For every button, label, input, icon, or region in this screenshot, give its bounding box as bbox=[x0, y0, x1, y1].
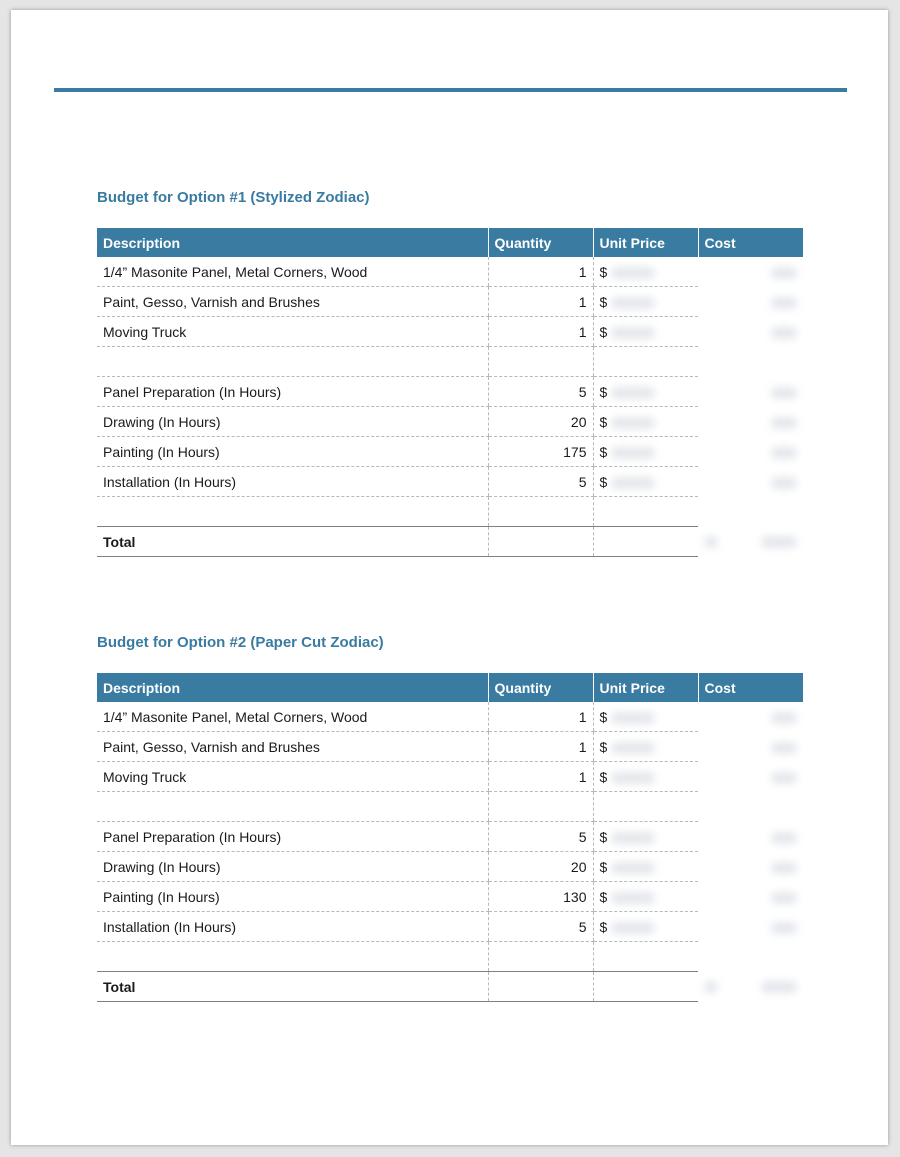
row-unit-price bbox=[593, 852, 698, 882]
row-quantity: 5 bbox=[488, 377, 593, 407]
total-cost bbox=[698, 527, 803, 557]
total-label: Total bbox=[97, 527, 488, 557]
row-unit-price bbox=[593, 437, 698, 467]
row-cost bbox=[698, 942, 803, 972]
row-description: Moving Truck bbox=[97, 762, 488, 792]
column-header-quantity: Quantity bbox=[488, 228, 593, 257]
table-row bbox=[97, 822, 803, 852]
column-header-cost: Cost bbox=[698, 228, 803, 257]
row-description: Drawing (In Hours) bbox=[97, 852, 488, 882]
table-row bbox=[97, 317, 803, 347]
row-quantity: 1 bbox=[488, 257, 593, 287]
currency-symbol: $ bbox=[599, 413, 608, 430]
redacted-total-symbol bbox=[704, 536, 718, 548]
table-header-row bbox=[97, 228, 803, 257]
row-quantity: 1 bbox=[488, 732, 593, 762]
row-quantity bbox=[488, 347, 593, 377]
table-total-row bbox=[97, 527, 803, 557]
redacted-cost-wrap bbox=[704, 474, 797, 490]
redacted-cost bbox=[771, 772, 797, 784]
row-description: 1/4” Masonite Panel, Metal Corners, Wood bbox=[97, 257, 488, 287]
row-unit-price bbox=[593, 287, 698, 317]
table-row bbox=[97, 437, 803, 467]
row-cost bbox=[698, 377, 803, 407]
redacted-cost-wrap bbox=[704, 919, 797, 935]
redacted-total bbox=[761, 536, 797, 548]
row-cost bbox=[698, 317, 803, 347]
row-quantity: 5 bbox=[488, 822, 593, 852]
row-description: Panel Preparation (In Hours) bbox=[97, 377, 488, 407]
row-quantity: 1 bbox=[488, 702, 593, 732]
currency-symbol: $ bbox=[599, 263, 608, 280]
table-row bbox=[97, 407, 803, 437]
currency-symbol: $ bbox=[599, 768, 608, 785]
total-quantity bbox=[488, 527, 593, 557]
redacted-unit-price bbox=[611, 922, 655, 934]
redacted-cost bbox=[771, 862, 797, 874]
row-unit-price bbox=[593, 792, 698, 822]
currency-symbol: $ bbox=[599, 738, 608, 755]
total-unit-price bbox=[593, 972, 698, 1002]
row-unit-price bbox=[593, 702, 698, 732]
row-description: 1/4” Masonite Panel, Metal Corners, Wood bbox=[97, 702, 488, 732]
table-row bbox=[97, 852, 803, 882]
budget-rows bbox=[97, 702, 803, 1002]
row-cost bbox=[698, 852, 803, 882]
row-description: Panel Preparation (In Hours) bbox=[97, 822, 488, 852]
row-quantity: 175 bbox=[488, 437, 593, 467]
row-description: Moving Truck bbox=[97, 317, 488, 347]
table-row bbox=[97, 257, 803, 287]
redacted-cost bbox=[771, 477, 797, 489]
row-description: Painting (In Hours) bbox=[97, 437, 488, 467]
row-unit-price bbox=[593, 377, 698, 407]
row-quantity: 1 bbox=[488, 287, 593, 317]
redacted-unit-price bbox=[611, 327, 655, 339]
row-cost bbox=[698, 702, 803, 732]
row-description: Drawing (In Hours) bbox=[97, 407, 488, 437]
row-cost bbox=[698, 912, 803, 942]
table-row bbox=[97, 762, 803, 792]
section-title: Budget for Option #2 (Paper Cut Zodiac) bbox=[97, 634, 384, 651]
row-unit-price bbox=[593, 822, 698, 852]
row-quantity bbox=[488, 942, 593, 972]
redacted-cost bbox=[771, 387, 797, 399]
row-quantity: 130 bbox=[488, 882, 593, 912]
row-cost bbox=[698, 822, 803, 852]
redacted-unit-price bbox=[611, 892, 655, 904]
row-quantity bbox=[488, 497, 593, 527]
redacted-cost bbox=[771, 892, 797, 904]
table-row bbox=[97, 702, 803, 732]
total-label: Total bbox=[97, 972, 488, 1002]
total-quantity bbox=[488, 972, 593, 1002]
redacted-total-symbol bbox=[704, 981, 718, 993]
table-row bbox=[97, 942, 803, 972]
table-row bbox=[97, 882, 803, 912]
redacted-cost bbox=[771, 267, 797, 279]
total-unit-price bbox=[593, 527, 698, 557]
redacted-unit-price bbox=[611, 712, 655, 724]
redacted-unit-price bbox=[611, 742, 655, 754]
table-row bbox=[97, 347, 803, 377]
column-header-unit-price: Unit Price bbox=[593, 228, 698, 257]
row-description: Painting (In Hours) bbox=[97, 882, 488, 912]
redacted-cost bbox=[771, 922, 797, 934]
row-quantity: 5 bbox=[488, 912, 593, 942]
row-unit-price bbox=[593, 257, 698, 287]
table-row bbox=[97, 467, 803, 497]
row-cost bbox=[698, 762, 803, 792]
row-cost bbox=[698, 407, 803, 437]
redacted-unit-price bbox=[611, 832, 655, 844]
row-unit-price bbox=[593, 942, 698, 972]
redacted-unit-price bbox=[611, 297, 655, 309]
table-header-row bbox=[97, 673, 803, 702]
column-header-description: Description bbox=[97, 228, 488, 257]
row-unit-price bbox=[593, 762, 698, 792]
column-header-cost: Cost bbox=[698, 673, 803, 702]
row-cost bbox=[698, 882, 803, 912]
redacted-total bbox=[761, 981, 797, 993]
budget-section-1 bbox=[97, 188, 803, 550]
redacted-cost-wrap bbox=[704, 739, 797, 755]
redacted-total-wrap bbox=[704, 536, 797, 548]
currency-symbol: $ bbox=[599, 708, 608, 725]
row-unit-price bbox=[593, 497, 698, 527]
currency-symbol: $ bbox=[599, 918, 608, 935]
table-row bbox=[97, 377, 803, 407]
row-description: Paint, Gesso, Varnish and Brushes bbox=[97, 287, 488, 317]
redacted-cost bbox=[771, 832, 797, 844]
row-cost bbox=[698, 257, 803, 287]
row-unit-price bbox=[593, 882, 698, 912]
redacted-cost bbox=[771, 447, 797, 459]
row-description bbox=[97, 792, 488, 822]
redacted-unit-price bbox=[611, 862, 655, 874]
header-rule bbox=[54, 88, 847, 92]
row-cost bbox=[698, 497, 803, 527]
row-quantity: 5 bbox=[488, 467, 593, 497]
column-header-quantity: Quantity bbox=[488, 673, 593, 702]
row-cost bbox=[698, 732, 803, 762]
redacted-cost-wrap bbox=[704, 414, 797, 430]
redacted-cost-wrap bbox=[704, 384, 797, 400]
row-description bbox=[97, 497, 488, 527]
currency-symbol: $ bbox=[599, 443, 608, 460]
row-unit-price bbox=[593, 732, 698, 762]
redacted-cost-wrap bbox=[704, 294, 797, 310]
table-row bbox=[97, 497, 803, 527]
row-description: Paint, Gesso, Varnish and Brushes bbox=[97, 732, 488, 762]
row-quantity: 20 bbox=[488, 407, 593, 437]
redacted-cost bbox=[771, 327, 797, 339]
row-cost bbox=[698, 347, 803, 377]
total-cost bbox=[698, 972, 803, 1002]
row-cost bbox=[698, 467, 803, 497]
row-unit-price bbox=[593, 467, 698, 497]
row-unit-price bbox=[593, 347, 698, 377]
row-description bbox=[97, 942, 488, 972]
row-cost bbox=[698, 792, 803, 822]
redacted-cost-wrap bbox=[704, 264, 797, 280]
budget-rows bbox=[97, 257, 803, 557]
table-row bbox=[97, 287, 803, 317]
section-title: Budget for Option #1 (Stylized Zodiac) bbox=[97, 189, 370, 206]
redacted-cost-wrap bbox=[704, 444, 797, 460]
currency-symbol: $ bbox=[599, 473, 608, 490]
redacted-cost-wrap bbox=[704, 769, 797, 785]
row-quantity: 1 bbox=[488, 762, 593, 792]
redacted-cost bbox=[771, 417, 797, 429]
table-row bbox=[97, 732, 803, 762]
currency-symbol: $ bbox=[599, 383, 608, 400]
redacted-cost-wrap bbox=[704, 324, 797, 340]
redacted-unit-price bbox=[611, 267, 655, 279]
row-cost bbox=[698, 437, 803, 467]
row-unit-price bbox=[593, 317, 698, 347]
row-unit-price bbox=[593, 912, 698, 942]
document-page bbox=[11, 10, 888, 1145]
table-row bbox=[97, 792, 803, 822]
redacted-cost-wrap bbox=[704, 889, 797, 905]
redacted-cost bbox=[771, 742, 797, 754]
table-row bbox=[97, 912, 803, 942]
column-header-unit-price: Unit Price bbox=[593, 673, 698, 702]
currency-symbol: $ bbox=[599, 858, 608, 875]
column-header-description: Description bbox=[97, 673, 488, 702]
currency-symbol: $ bbox=[599, 888, 608, 905]
redacted-cost bbox=[771, 712, 797, 724]
budget-table bbox=[97, 228, 803, 557]
row-description bbox=[97, 347, 488, 377]
row-description: Installation (In Hours) bbox=[97, 912, 488, 942]
budget-section-2 bbox=[97, 633, 803, 995]
budget-table bbox=[97, 673, 803, 1002]
row-cost bbox=[698, 287, 803, 317]
redacted-cost-wrap bbox=[704, 859, 797, 875]
redacted-unit-price bbox=[611, 417, 655, 429]
row-unit-price bbox=[593, 407, 698, 437]
redacted-unit-price bbox=[611, 477, 655, 489]
redacted-total-wrap bbox=[704, 981, 797, 993]
redacted-cost bbox=[771, 297, 797, 309]
currency-symbol: $ bbox=[599, 293, 608, 310]
redacted-unit-price bbox=[611, 447, 655, 459]
table-total-row bbox=[97, 972, 803, 1002]
row-quantity bbox=[488, 792, 593, 822]
row-description: Installation (In Hours) bbox=[97, 467, 488, 497]
currency-symbol: $ bbox=[599, 828, 608, 845]
redacted-cost-wrap bbox=[704, 709, 797, 725]
redacted-cost-wrap bbox=[704, 829, 797, 845]
row-quantity: 1 bbox=[488, 317, 593, 347]
row-quantity: 20 bbox=[488, 852, 593, 882]
redacted-unit-price bbox=[611, 387, 655, 399]
redacted-unit-price bbox=[611, 772, 655, 784]
currency-symbol: $ bbox=[599, 323, 608, 340]
